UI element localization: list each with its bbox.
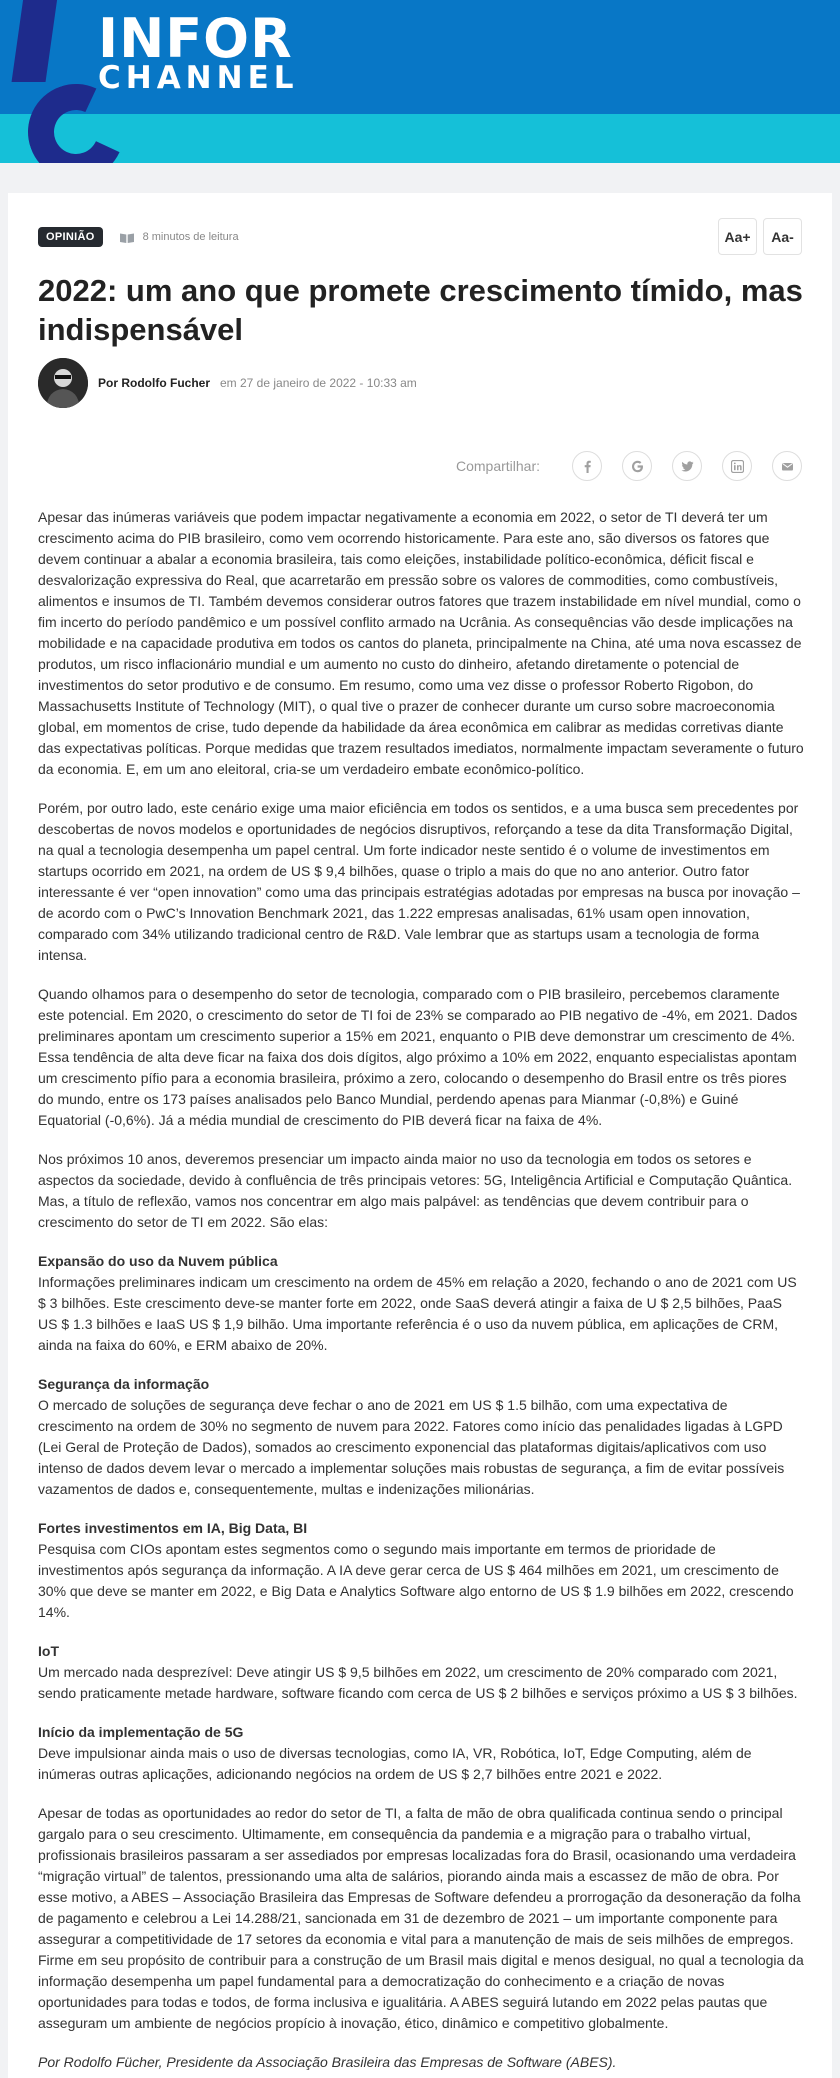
section-cloud — [38, 1251, 804, 1356]
section-text-ai: Pesquisa com CIOs apontam estes segmentos como o segundo mais importante em termos de prioridade de investimentos após segurança da informação. A IA deve gerar cerca de US $ 464 milhões em 2021, um crescimento de 30% que deve se manter em 2022, e Big Data e Analytics Software algo entorno de US $ 1.9 bilhões em 2022, crescendo 14%. — [38, 1541, 794, 1620]
section-text-security: O mercado de soluções de segurança deve fechar o ano de 2021 em US $ 1.5 bilhão, com uma expectativa de crescimento na ordem de 30% no segmento de nuvem para 2022. Fatores como início das penalidades ligadas à LGPD (Lei Geral de Proteção de Dados), somados ao crescimento exponencial das plataformas digitais/aplicativos com uso intenso de dados devem levar o mercado a implementar soluções mais robustas de segurança, a fim de evitar possíveis vazamentos de dados e, consequentemente, multas e indenizações milionárias. — [38, 1397, 785, 1497]
author-signature: Por Rodolfo Fücher, Presidente da Associação Brasileira das Empresas de Software (ABES). — [38, 2054, 617, 2070]
facebook-icon — [581, 460, 594, 473]
share-facebook-button[interactable] — [572, 451, 602, 481]
share-label: Compartilhar: — [455, 458, 540, 474]
logo-text-top: INFOR — [98, 7, 293, 70]
section-iot — [38, 1641, 804, 1704]
publish-date: em 27 de janeiro de 2022 - 10:33 am — [220, 376, 417, 390]
paragraph-2: Porém, por outro lado, este cenário exige uma maior eficiência em todos os sentidos, e a uma busca sem precedentes por descobertas de novos modelos e oportunidades de negócios disruptivos, reforçando a tese da dita Transformação Digital, na qual a tecnologia desempenha um papel central. Um forte indicador neste sentido é o volume de investimentos em startups ocorrido em 2021, na ordem de US $ 9,4 bilhões, quase o triplo a mais do que no ano anterior. Outro fator interessante é ver “open innovation” como uma das principais estratégias adotadas por empresas na busca por inovação – de acordo com o PwC’s Innovation Benchmark 2021, das 1.222 empresas analisadas, 61% usam open innovation, comparado com 34% utilizando tradicional centro de R&D. Vale lembrar que as startups usam a tecnologia de forma intensa. — [38, 800, 800, 963]
section-title-5g: Início da implementação de 5G — [38, 1724, 244, 1740]
article-title: 2022: um ano que promete crescimento tímido, mas indispensável — [38, 273, 803, 347]
paragraph-1: Apesar das inúmeras variáveis que podem impactar negativamente a economia em 2022, o setor de TI deverá ter um crescimento acima do PIB brasileiro, como vem ocorrendo historicamente. Para este ano, são diversos os fatores que devem continuar a abalar a economia brasileira, tais como eleições, instabilidade político-econômica, déficit fiscal e desvalorização expressiva do Real, que acarretarão em pressão sobre os valores de commodities, como combustíveis, alimentos e insumos de TI. Também devemos considerar outros fatores que trazem instabilidade em nível mundial, como o fim incerto do período pandêmico e um possível conflito armado na Ucrânia. As consequências vão desde implicações na mobilidade e na capacidade produtiva em todos os cantos do planeta, principalmente na China, até uma nova escassez de produtos, um risco inflacionário mundial e um aumento no custo do dinheiro, afetando diretamente o potencial de investimentos do setor produtivo e de consumo. Em resumo, como uma vez disse o professor Roberto Rigobon, do Massachusetts Institute of Technology (MIT), o qual tive o prazer de conhecer durante um curso sobre macroeconomia global, em momentos de crise, tudo depende da habilidade da área econômica em calibrar as medidas corretivas diante das expectativas políticas. Porque medidas que trazem resultados imediatos, normalmente impactam severamente o futuro da economia. E, em um ano eleitoral, cria-se um verdadeiro embate econômico-político. — [38, 509, 804, 777]
share-email-button[interactable] — [772, 451, 802, 481]
share-google-button[interactable] — [622, 451, 652, 481]
article-body — [38, 507, 804, 2078]
section-text-cloud: Informações preliminares indicam um crescimento na ordem de 45% em relação a 2020, fechando o ano de 2021 com US $ 3 bilhões. Este crescimento deve-se manter forte em 2022, onde SaaS deverá atingir a faixa de U $ 2,5 bilhões, PaaS US $ 1.3 bilhões e IaaS US $ 1,9 bilhão. Uma importante referência é o uso da nuvem pública, em aplicações de CRM, ainda na faixa do 60%, e ERM abaixo de 20%. — [38, 1274, 797, 1353]
author-avatar[interactable] — [38, 358, 88, 408]
section-title-ai: Fortes investimentos em IA, Big Data, BI — [38, 1520, 308, 1536]
font-size-controls — [718, 218, 802, 255]
linkedin-icon — [731, 460, 744, 473]
section-title-security: Segurança da informação — [38, 1376, 210, 1392]
section-text-5g: Deve impulsionar ainda mais o uso de diversas tecnologias, como IA, VR, Robótica, IoT, Edge Computing, além de inúmeras outras aplicações, adicionando negócios na ordem de US $ 2,7 bilhões entre 2021 e 2022. — [38, 1745, 752, 1782]
section-5g — [38, 1722, 804, 1785]
header-cyan-band — [0, 114, 840, 163]
paragraph-4: Nos próximos 10 anos, deveremos presenciar um impacto ainda maior no uso da tecnologia em todos os setores e aspectos da sociedade, devido à confluência de três principais vetores: 5G, Inteligência Artificial e Computação Quântica. Mas, a título de reflexão, vamos nos concentrar em algo mais palpável: as tendências que devem contribuir para o crescimento do setor de TI em 2022. São elas: — [38, 1151, 793, 1230]
read-time: 8 minutos de leitura — [142, 231, 239, 243]
google-icon — [631, 460, 644, 473]
share-bar — [456, 451, 802, 481]
paragraph-3: Quando olhamos para o desempenho do setor de tecnologia, comparado com o PIB brasileiro, percebemos claramente este potencial. Em 2020, o crescimento do setor de TI foi de 23% se comparado ao PIB negativo de -4%, em 2021. Dados preliminares apontam um crescimento superior a 15% em 2021, enquanto o PIB deve demonstrar um crescimento de 4%. Essa tendência de alta deve ficar na faixa dos dois dígitos, algo próximo a 10% em 2022, enquanto especialistas apontam um crescimento pífio para a economia brasileira, próximo a zero, colocando o desempenho do Brasil entre os três piores do mundo, entre os 173 países analisados pelo Banco Mundial, perdendo apenas para Mianmar (-0,8%) e Guiné Equatorial (-0,6%). Já a média mundial de crescimento do PIB deverá ficar na faixa de 4%. — [38, 986, 798, 1128]
section-title-cloud: Expansão do uso da Nuvem pública — [38, 1253, 278, 1269]
section-text-iot: Um mercado nada desprezível: Deve atingir US $ 9,5 bilhões em 2022, um crescimento de 20% comparado com 2021, sendo praticamente metade hardware, software ficando com cerca de US $ 2 bilhões e serviços próximo a US $ 3 bilhões. — [38, 1664, 798, 1701]
author-name[interactable]: Por Rodolfo Fucher — [98, 376, 210, 390]
author-row — [38, 358, 417, 408]
site-header — [0, 0, 840, 163]
share-twitter-button[interactable] — [672, 451, 702, 481]
font-increase-button[interactable]: Aa+ — [718, 218, 757, 255]
article-meta — [38, 227, 239, 247]
category-badge[interactable]: OPINIÃO — [38, 227, 103, 247]
article-card — [8, 193, 832, 2078]
logo-text-bottom: CHANNEL — [98, 60, 299, 96]
logo-wordmark — [98, 7, 299, 96]
share-linkedin-button[interactable] — [722, 451, 752, 481]
section-title-iot: IoT — [38, 1643, 59, 1659]
email-icon — [781, 460, 794, 473]
font-decrease-button[interactable]: Aa- — [763, 218, 802, 255]
section-security — [38, 1374, 804, 1500]
logo-i-mark — [12, 0, 59, 82]
book-icon — [119, 231, 135, 243]
section-ai — [38, 1518, 804, 1623]
twitter-icon — [681, 460, 694, 473]
paragraph-5: Apesar de todas as oportunidades ao redor do setor de TI, a falta de mão de obra qualificada continua sendo o principal gargalo para o seu crescimento. Ultimamente, em consequência da pandemia e a migração para o trabalho virtual, profissionais brasileiros passaram a ser assediados por empresas localizadas fora do Brasil, ocasionando uma verdadeira “migração virtual” de talentos, pressionando uma alta de salários, piorando ainda mais a escassez de mão de obra. Por esse motivo, a ABES – Associação Brasileira das Empresas de Software defendeu a prorrogação da desoneração da folha de pagamento e celebrou a Lei 14.288/21, sancionada em 31 de dezembro de 2021 – um importante componente para assegurar a competitividade de 17 setores da economia e vital para a manutenção de mais de seis milhões de empregos. Firme em seu propósito de contribuir para a construção de um Brasil mais digital e menos desigual, no qual a tecnologia da informação desempenha um papel fundamental para a democratização do conhecimento e a criação de novas oportunidades para todas e todos, de forma inclusiva e igualitária. A ABES seguirá lutando em 2022 pelas pautas que asseguram um ambiente de negócios propício à inovação, ético, dinâmico e competitivo globalmente. — [38, 1805, 804, 2031]
